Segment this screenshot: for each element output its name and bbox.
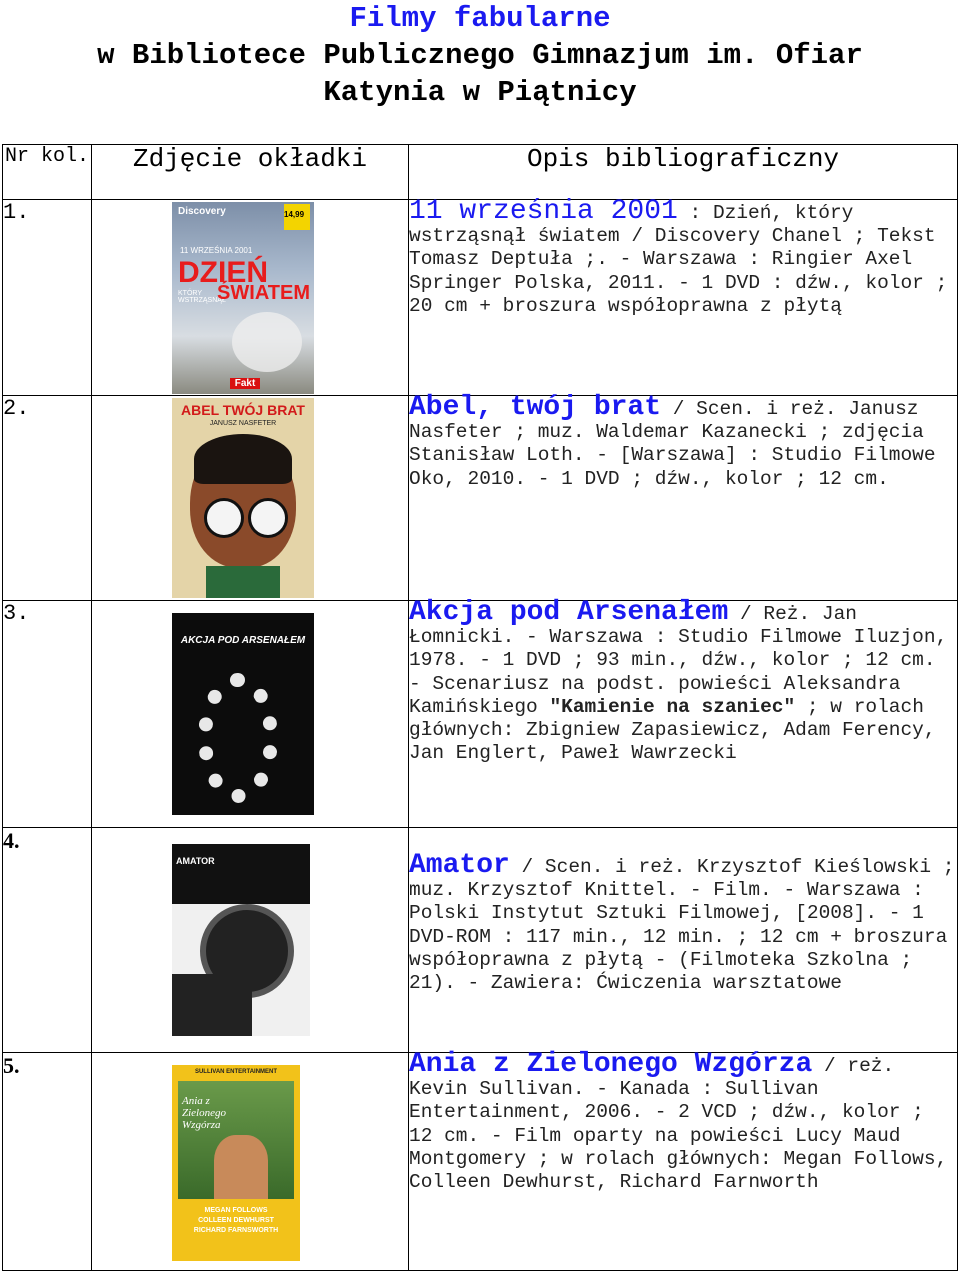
- cover-cell: [92, 396, 409, 601]
- smoke-shape: [232, 312, 302, 372]
- description-cell: [409, 196, 958, 396]
- cover-image-poster: [172, 398, 314, 598]
- description-cell: [409, 597, 958, 828]
- film-description: : Dzień, który wstrząsnął światem / Discovery Chanel ; Tekst Tomasz Deptuła ;. - Warszawa : Ringier Axel Springer Polska, 2011. - 1 DVD : dźw., kolor ; 20 cm + broszura współoprawna z płytą: [409, 202, 948, 317]
- table-row: [3, 601, 958, 828]
- cover-image-dvd: [172, 202, 314, 394]
- film-description: / Reż. Jan Łomnicki. - Warszawa : Studio Filmowe Iluzjon, 1978. - 1 DVD ; 93 min., dźw., kolor ; 12 cm. - Scenariusz na podst. powieści Aleksandra Kamińskiego: [409, 603, 948, 718]
- page-title: [0, 0, 960, 111]
- cover-image-poster: [172, 844, 310, 1036]
- row-number: 3.: [3, 601, 92, 828]
- film-description: / Scen. i reż. Krzysztof Kieślowski ; muz. Krzysztof Knittel. - Film. - Warszawa : Polski Instytut Sztuki Filmowej, [2008]. - 1 DVD-ROM : 117 min., 12 min. ; 12 cm + broszura współoprawna z płytą - (Filmoteka Szkolna ; 21). - Zawiera: Ćwiczenia warsztatowe: [409, 856, 955, 995]
- col-header-desc: Opis bibliograficzny: [409, 145, 958, 200]
- cover-text: DZIEŃ: [178, 256, 268, 289]
- film-title: Abel, twój brat: [409, 392, 662, 423]
- cover-text: RICHARD FARNSWORTH: [193, 1227, 279, 1234]
- cover-cell: [92, 200, 409, 396]
- cover-text: ABEL TWÓJ BRAT: [181, 402, 305, 418]
- description-cell: [409, 828, 958, 1053]
- table-row: [3, 828, 958, 1053]
- cover-text: SULLIVAN ENTERTAINMENT: [194, 1069, 278, 1075]
- cover-text: JANUSZ NASFETER: [209, 420, 277, 427]
- row-number: 5.: [3, 1053, 92, 1271]
- table-row: [3, 396, 958, 601]
- table-row: [3, 1053, 958, 1271]
- collar-shape: [206, 566, 280, 598]
- cover-text: ŚWIATEM: [217, 282, 310, 304]
- cover-text: COLLEEN DEWHURST: [198, 1217, 274, 1224]
- cover-cell: [92, 1053, 409, 1271]
- film-title: Amator: [409, 850, 510, 881]
- eye-left: [204, 498, 244, 538]
- cover-cell: [92, 601, 409, 828]
- eye-right: [248, 498, 288, 538]
- hair-shape: [194, 434, 292, 484]
- title-line-1: Filmy fabularne: [349, 2, 611, 35]
- description-cell: [409, 392, 958, 601]
- film-description: ; w rolach głównych: Zbigniew Zapasiewicz, Adam Ferency, Jan Englert, Paweł Wawrzecki: [409, 695, 936, 765]
- table-row: [3, 200, 958, 396]
- flower-number-shape: [198, 673, 278, 803]
- cover-cell: [92, 828, 409, 1053]
- description-cell: [409, 1049, 958, 1271]
- cover-image-poster: [172, 613, 314, 815]
- row-number: 1.: [3, 200, 92, 396]
- girl-shape: [214, 1135, 268, 1199]
- cover-image-dvd: [172, 1065, 300, 1261]
- cover-text: Ania z Zielonego Wzgórza: [182, 1095, 226, 1131]
- title-line-2: w Bibliotece Publicznego Gimnazjum im. Ofiar: [97, 39, 863, 72]
- table-header-row: [3, 145, 958, 200]
- cover-text: AKCJA POD ARSENAŁEM: [180, 635, 306, 646]
- title-line-3: Katynia w Piątnicy: [323, 76, 637, 109]
- film-description: / reż. Kevin Sullivan. - Kanada : Sullivan Entertainment, 2006. - 2 VCD ; dźw., kolor ; 12 cm. - Film oparty na powieści Lucy Maud Montgomery ; w rolach głównych: Megan Follows, Colleen Dewhurst, Richard Farnworth: [409, 1055, 948, 1194]
- cover-text: AMATOR: [176, 856, 215, 866]
- col-header-cover: Zdjęcie okładki: [92, 145, 409, 200]
- hand-shape: [172, 974, 252, 1036]
- catalog-table: [2, 144, 958, 1271]
- cover-text: Fakt: [230, 378, 260, 389]
- row-number: 2.: [3, 396, 92, 601]
- film-description-bold: "Kamienie na szaniec": [549, 695, 796, 718]
- col-header-nr: Nr kol.: [3, 145, 92, 200]
- film-title: 11 września 2001: [409, 196, 678, 227]
- cover-text: MEGAN FOLLOWS: [204, 1207, 268, 1214]
- cover-text: KTÓRY WSTRZĄSNĄŁ: [178, 290, 226, 304]
- photo-black: [172, 844, 310, 904]
- film-description: / Scen. i reż. Janusz Nasfeter ; muz. Waldemar Kazanecki ; zdjęcia Stanisław Loth. - [Warszawa] : Studio Filmowe Oko, 2010. - 1 DVD ; dźw., kolor ; 12 cm.: [409, 398, 936, 490]
- cover-text: 11 WRZEŚNIA 2001: [180, 246, 253, 255]
- price-badge: 14,99: [284, 204, 310, 230]
- cover-text: Discovery: [178, 206, 226, 217]
- film-title: Akcja pod Arsenałem: [409, 597, 729, 628]
- film-title: Ania z Zielonego Wzgórza: [409, 1049, 813, 1080]
- row-number: 4.: [3, 828, 92, 1053]
